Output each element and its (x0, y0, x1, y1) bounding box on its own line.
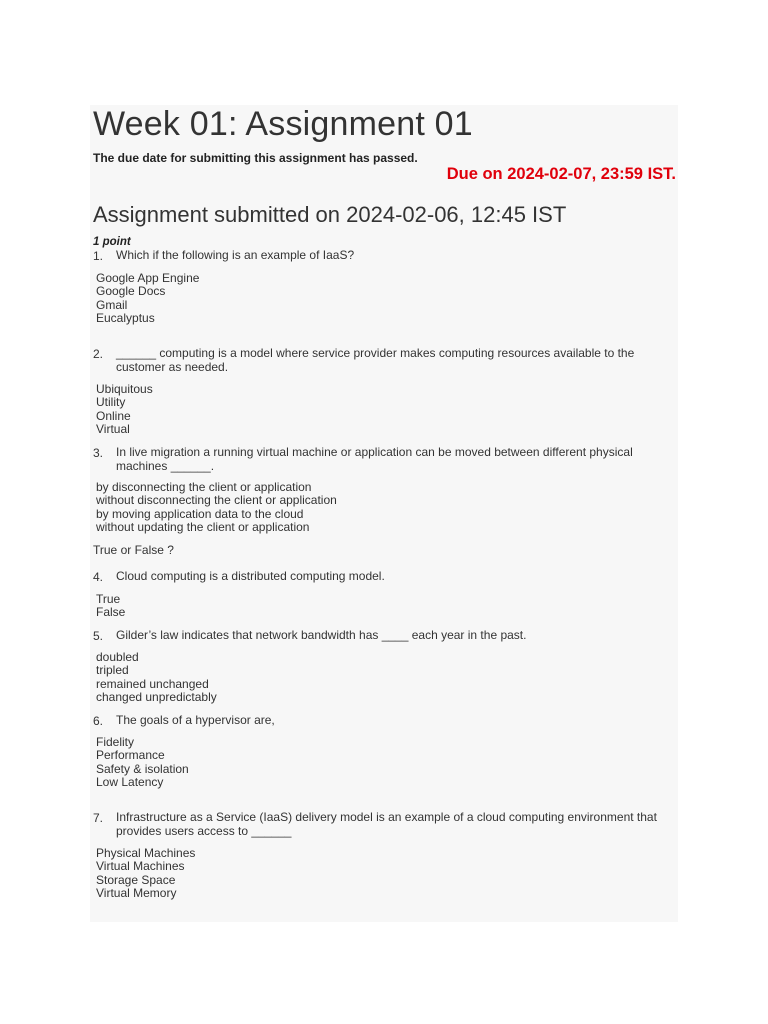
option[interactable]: Virtual (96, 422, 130, 437)
point-label: 1 point (93, 236, 131, 248)
option[interactable]: Google App Engine (96, 271, 200, 285)
option[interactable]: True (96, 592, 121, 606)
question-7-options (96, 847, 195, 901)
question-number: 7. (93, 811, 104, 825)
option[interactable]: Ubiquitous (96, 382, 153, 396)
option[interactable]: without updating the client or application (96, 520, 310, 535)
question-text: Gilder’s law indicates that network bandwidth has ____ each year in the past. (116, 628, 527, 642)
question-text: Cloud computing is a distributed computing model. (116, 569, 385, 583)
question-1-options (96, 272, 199, 326)
question-number: 2. (93, 347, 104, 361)
option[interactable]: by moving application data to the cloud (96, 506, 304, 521)
question-5-options (96, 651, 217, 705)
option[interactable]: False (96, 605, 126, 620)
question-text: Which if the following is an example of IaaS? (116, 248, 355, 262)
question-text: The goals of a hypervisor are, (116, 713, 275, 727)
option[interactable]: Utility (96, 395, 126, 410)
question-text: ______ computing is a model where service provider makes computing resources available to the customer as needed. (116, 346, 635, 374)
question-6-options (96, 736, 189, 790)
question-number: 1. (93, 249, 104, 263)
option[interactable]: Google Docs (96, 284, 166, 299)
question-number: 4. (93, 570, 104, 584)
submission-timestamp: Assignment submitted on 2024-02-06, 12:45 IST (93, 202, 567, 227)
option[interactable]: Safety & isolation (96, 761, 189, 776)
option[interactable]: Low Latency (96, 775, 164, 790)
question-number: 5. (93, 629, 104, 643)
question-number: 3. (93, 446, 104, 460)
option[interactable]: Physical Machines (96, 846, 196, 860)
question-text: Infrastructure as a Service (IaaS) delivery model is an example of a cloud computing environment that provides users access to ______ (116, 810, 657, 838)
option[interactable]: by disconnecting the client or application (96, 480, 312, 494)
due-date-note: Due on 2024-02-07, 23:59 IST. (446, 165, 676, 183)
option[interactable]: Storage Space (96, 872, 176, 887)
option[interactable]: Performance (96, 748, 165, 763)
option[interactable]: Virtual Machines (96, 859, 185, 874)
question-4-options (96, 593, 125, 620)
option[interactable]: doubled (96, 650, 139, 664)
question-3-options (96, 481, 337, 535)
option[interactable]: Online (96, 408, 131, 423)
option[interactable]: without disconnecting the client or application (96, 493, 337, 508)
option[interactable]: Gmail (96, 297, 128, 312)
assignment-panel (90, 105, 678, 922)
option[interactable]: Virtual Memory (96, 886, 177, 901)
option[interactable]: tripled (96, 663, 129, 678)
question-2-options (96, 383, 153, 437)
page-title: Week 01: Assignment 01 (93, 105, 473, 143)
option[interactable]: Eucalyptus (96, 311, 155, 326)
option[interactable]: changed unpredictably (96, 690, 217, 705)
option[interactable]: remained unchanged (96, 676, 209, 691)
deadline-passed-note: The due date for submitting this assignment has passed. (93, 151, 418, 165)
section-label: True or False ? (93, 543, 174, 557)
option[interactable]: Fidelity (96, 735, 135, 749)
question-number: 6. (93, 714, 104, 728)
question-text: In live migration a running virtual machine or application can be moved between different physical machines ______. (116, 445, 633, 473)
